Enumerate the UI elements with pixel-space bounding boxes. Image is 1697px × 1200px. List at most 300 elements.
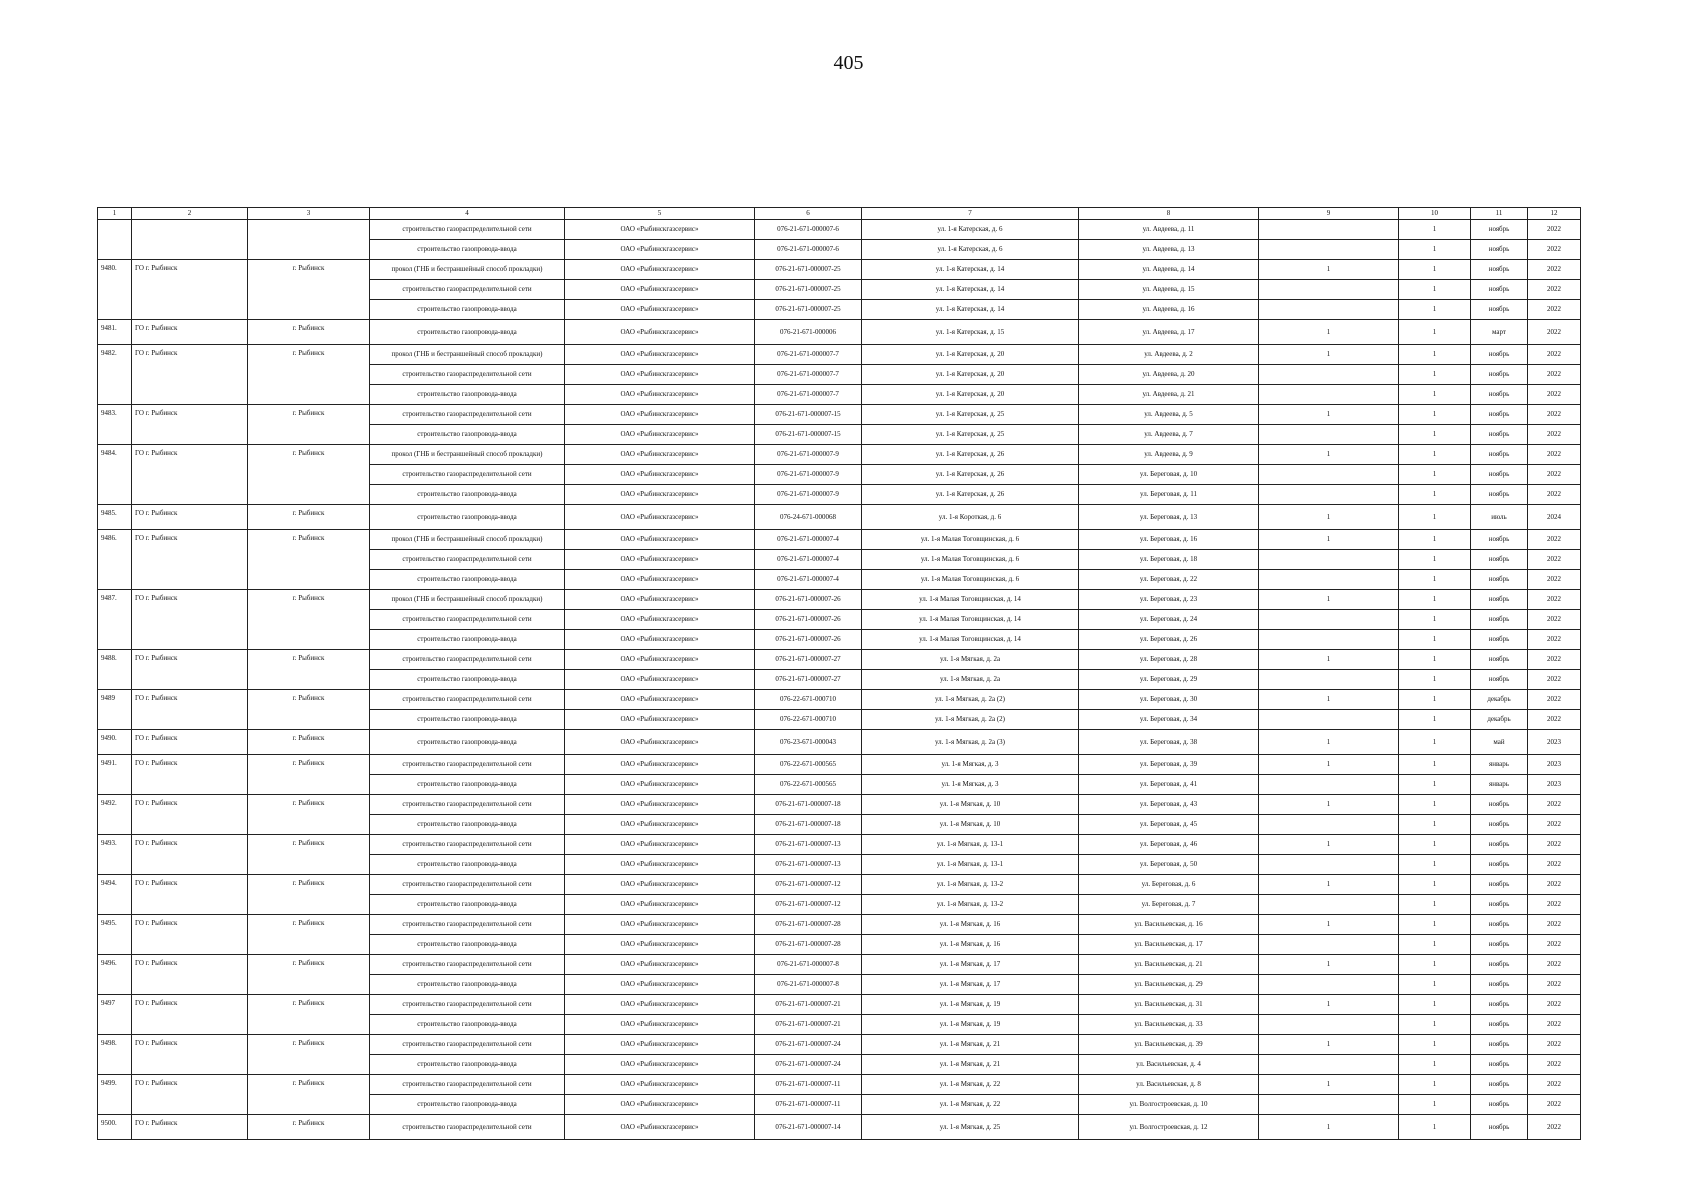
table-row [98,875,1581,895]
row-number-cell: 9483. [98,405,132,445]
object-address-cell: ул. 1-я Катерская, д. 15 [862,320,1079,345]
count-9-cell [1259,1095,1399,1115]
contractor-cell: ОАО «Рыбинскгазсервис» [565,465,755,485]
work-type-cell: строительство газораспределительной сети [370,690,565,710]
month-cell: январь [1471,755,1528,775]
contractor-cell: ОАО «Рыбинскгазсервис» [565,630,755,650]
table-row [98,1035,1581,1055]
count-10-cell: 1 [1399,650,1471,670]
row-number-cell: 9480. [98,260,132,320]
year-cell: 2022 [1528,955,1581,975]
contractor-cell: ОАО «Рыбинскгазсервис» [565,955,755,975]
page-number: 405 [833,52,864,74]
year-cell: 2022 [1528,220,1581,240]
count-9-cell [1259,630,1399,650]
contractor-cell: ОАО «Рыбинскгазсервис» [565,425,755,445]
locality-cell: г. Рыбинск [248,445,370,505]
col-header-2: 2 [132,208,248,220]
table-row [98,995,1581,1015]
year-cell: 2022 [1528,1075,1581,1095]
count-9-cell: 1 [1259,1115,1399,1140]
object-address-cell: ул. 1-я Мягкая, д. 22 [862,1075,1079,1095]
locality-cell: г. Рыбинск [248,1075,370,1115]
object-address-cell: ул. 1-я Мягкая, д. 25 [862,1115,1079,1140]
row-number-cell: 9486. [98,530,132,590]
year-cell: 2022 [1528,485,1581,505]
object-address-cell: ул. 1-я Мягкая, д. 22 [862,1095,1079,1115]
count-10-cell: 1 [1399,915,1471,935]
count-9-cell: 1 [1259,875,1399,895]
municipality-cell: ГО г. Рыбинск [132,795,248,835]
count-9-cell [1259,425,1399,445]
year-cell: 2022 [1528,670,1581,690]
object-address-cell: ул. 1-я Малая Тоговщинская, д. 14 [862,610,1079,630]
count-10-cell: 1 [1399,815,1471,835]
contractor-cell: ОАО «Рыбинскгазсервис» [565,1055,755,1075]
code-cell: 076-21-671-000007-9 [755,465,862,485]
object-address-cell: ул. 1-я Катерская, д. 26 [862,465,1079,485]
work-type-cell: строительство газопровода-ввода [370,240,565,260]
code-cell: 076-21-671-000007-24 [755,1035,862,1055]
contractor-cell: ОАО «Рыбинскгазсервис» [565,875,755,895]
count-9-cell: 1 [1259,530,1399,550]
count-9-cell: 1 [1259,650,1399,670]
month-cell: ноябрь [1471,365,1528,385]
target-address-cell: ул. Васильевская, д. 29 [1079,975,1259,995]
municipality-cell [132,220,248,260]
month-cell: ноябрь [1471,550,1528,570]
year-cell: 2022 [1528,300,1581,320]
year-cell: 2022 [1528,835,1581,855]
year-cell: 2022 [1528,365,1581,385]
work-type-cell: строительство газопровода-ввода [370,710,565,730]
count-10-cell: 1 [1399,775,1471,795]
col-header-1: 1 [98,208,132,220]
row-number-cell: 9497 [98,995,132,1035]
contractor-cell: ОАО «Рыбинскгазсервис» [565,755,755,775]
work-type-cell: строительство газопровода-ввода [370,935,565,955]
work-type-cell: строительство газораспределительной сети [370,955,565,975]
header-row [98,208,1581,220]
count-10-cell: 1 [1399,730,1471,755]
count-9-cell: 1 [1259,915,1399,935]
contractor-cell: ОАО «Рыбинскгазсервис» [565,530,755,550]
count-10-cell: 1 [1399,690,1471,710]
code-cell: 076-22-671-000565 [755,755,862,775]
count-9-cell: 1 [1259,730,1399,755]
contractor-cell: ОАО «Рыбинскгазсервис» [565,570,755,590]
object-address-cell: ул. 1-я Мягкая, д. 2а [862,650,1079,670]
object-address-cell: ул. 1-я Мягкая, д. 17 [862,955,1079,975]
target-address-cell: ул. Береговая, д. 46 [1079,835,1259,855]
count-9-cell [1259,710,1399,730]
code-cell: 076-21-671-000007-4 [755,550,862,570]
count-10-cell: 1 [1399,710,1471,730]
target-address-cell: ул. Береговая, д. 34 [1079,710,1259,730]
row-number-cell: 9490. [98,730,132,755]
object-address-cell: ул. 1-я Малая Тоговщинская, д. 14 [862,630,1079,650]
year-cell: 2023 [1528,730,1581,755]
count-10-cell: 1 [1399,570,1471,590]
row-number-cell: 9499. [98,1075,132,1115]
month-cell: ноябрь [1471,425,1528,445]
row-number-cell: 9493. [98,835,132,875]
count-9-cell [1259,385,1399,405]
contractor-cell: ОАО «Рыбинскгазсервис» [565,300,755,320]
month-cell: ноябрь [1471,815,1528,835]
target-address-cell: ул. Береговая, д. 30 [1079,690,1259,710]
work-type-cell: строительство газопровода-ввода [370,485,565,505]
count-9-cell: 1 [1259,590,1399,610]
object-address-cell: ул. 1-я Катерская, д. 6 [862,220,1079,240]
contractor-cell: ОАО «Рыбинскгазсервис» [565,1015,755,1035]
row-number-cell: 9488. [98,650,132,690]
count-9-cell [1259,895,1399,915]
count-10-cell: 1 [1399,670,1471,690]
col-header-10: 10 [1399,208,1471,220]
municipality-cell: ГО г. Рыбинск [132,730,248,755]
locality-cell [248,220,370,260]
code-cell: 076-21-671-000007-11 [755,1075,862,1095]
count-10-cell: 1 [1399,1015,1471,1035]
year-cell: 2023 [1528,755,1581,775]
object-address-cell: ул. 1-я Малая Тоговщинская, д. 14 [862,590,1079,610]
target-address-cell: ул. Васильевская, д. 8 [1079,1075,1259,1095]
year-cell: 2022 [1528,260,1581,280]
target-address-cell: ул. Береговая, д. 6 [1079,875,1259,895]
code-cell: 076-21-671-000006 [755,320,862,345]
code-cell: 076-21-671-000007-8 [755,975,862,995]
year-cell: 2022 [1528,1055,1581,1075]
month-cell: январь [1471,775,1528,795]
object-address-cell: ул. 1-я Мягкая, д. 21 [862,1035,1079,1055]
month-cell: ноябрь [1471,995,1528,1015]
municipality-cell: ГО г. Рыбинск [132,1115,248,1140]
year-cell: 2022 [1528,385,1581,405]
col-header-12: 12 [1528,208,1581,220]
count-10-cell: 1 [1399,280,1471,300]
row-number-cell: 9487. [98,590,132,650]
count-9-cell: 1 [1259,445,1399,465]
target-address-cell: ул. Береговая, д. 38 [1079,730,1259,755]
code-cell: 076-21-671-000007-27 [755,650,862,670]
work-type-cell: строительство газораспределительной сети [370,1035,565,1055]
work-type-cell: строительство газопровода-ввода [370,320,565,345]
contractor-cell: ОАО «Рыбинскгазсервис» [565,690,755,710]
work-type-cell: строительство газопровода-ввода [370,730,565,755]
code-cell: 076-21-671-000007-25 [755,280,862,300]
col-header-11: 11 [1471,208,1528,220]
locality-cell: г. Рыбинск [248,405,370,445]
contractor-cell: ОАО «Рыбинскгазсервис» [565,485,755,505]
row-number-cell: 9494. [98,875,132,915]
locality-cell: г. Рыбинск [248,505,370,530]
count-9-cell [1259,855,1399,875]
work-type-cell: строительство газораспределительной сети [370,550,565,570]
month-cell: ноябрь [1471,260,1528,280]
code-cell: 076-24-671-000068 [755,505,862,530]
municipality-cell: ГО г. Рыбинск [132,755,248,795]
month-cell: ноябрь [1471,1055,1528,1075]
municipality-cell: ГО г. Рыбинск [132,345,248,405]
object-address-cell: ул. 1-я Мягкая, д. 16 [862,915,1079,935]
target-address-cell: ул. Авдеева, д. 11 [1079,220,1259,240]
table-row [98,505,1581,530]
table-row [98,730,1581,755]
target-address-cell: ул. Авдеева, д. 17 [1079,320,1259,345]
target-address-cell: ул. Береговая, д. 43 [1079,795,1259,815]
object-address-cell: ул. 1-я Катерская, д. 14 [862,260,1079,280]
year-cell: 2022 [1528,1115,1581,1140]
count-9-cell [1259,550,1399,570]
target-address-cell: ул. Береговая, д. 45 [1079,815,1259,835]
month-cell: ноябрь [1471,485,1528,505]
code-cell: 076-21-671-000007-7 [755,345,862,365]
count-10-cell: 1 [1399,220,1471,240]
code-cell: 076-21-671-000007-11 [755,1095,862,1115]
count-10-cell: 1 [1399,755,1471,775]
contractor-cell: ОАО «Рыбинскгазсервис» [565,1115,755,1140]
work-type-cell: строительство газораспределительной сети [370,220,565,240]
year-cell: 2022 [1528,710,1581,730]
municipality-cell: ГО г. Рыбинск [132,1035,248,1075]
year-cell: 2022 [1528,815,1581,835]
locality-cell: г. Рыбинск [248,1115,370,1140]
municipality-cell: ГО г. Рыбинск [132,590,248,650]
code-cell: 076-21-671-000007-4 [755,530,862,550]
month-cell: ноябрь [1471,835,1528,855]
count-10-cell: 1 [1399,1035,1471,1055]
year-cell: 2022 [1528,690,1581,710]
contractor-cell: ОАО «Рыбинскгазсервис» [565,815,755,835]
work-type-cell: строительство газораспределительной сети [370,915,565,935]
col-header-4: 4 [370,208,565,220]
target-address-cell: ул. Береговая, д. 22 [1079,570,1259,590]
contractor-cell: ОАО «Рыбинскгазсервис» [565,320,755,345]
target-address-cell: ул. Береговая, д. 28 [1079,650,1259,670]
month-cell: ноябрь [1471,935,1528,955]
locality-cell: г. Рыбинск [248,730,370,755]
contractor-cell: ОАО «Рыбинскгазсервис» [565,345,755,365]
year-cell: 2022 [1528,895,1581,915]
locality-cell: г. Рыбинск [248,915,370,955]
work-type-cell: прокол (ГНБ и бестраншейный способ прокладки) [370,260,565,280]
year-cell: 2022 [1528,1035,1581,1055]
code-cell: 076-21-671-000007-7 [755,385,862,405]
count-10-cell: 1 [1399,405,1471,425]
count-9-cell: 1 [1259,320,1399,345]
count-10-cell: 1 [1399,445,1471,465]
target-address-cell: ул. Васильевская, д. 16 [1079,915,1259,935]
year-cell: 2022 [1528,630,1581,650]
code-cell: 076-21-671-000007-27 [755,670,862,690]
month-cell: март [1471,320,1528,345]
count-9-cell [1259,1015,1399,1035]
contractor-cell: ОАО «Рыбинскгазсервис» [565,550,755,570]
municipality-cell: ГО г. Рыбинск [132,530,248,590]
month-cell: ноябрь [1471,670,1528,690]
object-address-cell: ул. 1-я Мягкая, д. 2а (3) [862,730,1079,755]
month-cell: ноябрь [1471,1095,1528,1115]
table-row [98,260,1581,280]
locality-cell: г. Рыбинск [248,1035,370,1075]
table-row [98,915,1581,935]
month-cell: декабрь [1471,710,1528,730]
target-address-cell: ул. Береговая, д. 24 [1079,610,1259,630]
code-cell: 076-21-671-000007-12 [755,895,862,915]
count-9-cell: 1 [1259,260,1399,280]
object-address-cell: ул. 1-я Катерская, д. 20 [862,385,1079,405]
municipality-cell: ГО г. Рыбинск [132,835,248,875]
locality-cell: г. Рыбинск [248,835,370,875]
code-cell: 076-21-671-000007-13 [755,835,862,855]
month-cell: ноябрь [1471,650,1528,670]
count-9-cell [1259,300,1399,320]
code-cell: 076-21-671-000007-9 [755,485,862,505]
object-address-cell: ул. 1-я Мягкая, д. 13-2 [862,875,1079,895]
target-address-cell: ул. Береговая, д. 50 [1079,855,1259,875]
col-header-6: 6 [755,208,862,220]
count-10-cell: 1 [1399,365,1471,385]
table-row [98,690,1581,710]
year-cell: 2022 [1528,320,1581,345]
count-9-cell: 1 [1259,995,1399,1015]
contractor-cell: ОАО «Рыбинскгазсервис» [565,995,755,1015]
contractor-cell: ОАО «Рыбинскгазсервис» [565,405,755,425]
count-9-cell [1259,1055,1399,1075]
count-10-cell: 1 [1399,590,1471,610]
target-address-cell: ул. Береговая, д. 16 [1079,530,1259,550]
count-9-cell [1259,670,1399,690]
row-number-cell: 9495. [98,915,132,955]
register-table-container [97,207,1580,1140]
table-row [98,1075,1581,1095]
count-9-cell [1259,935,1399,955]
target-address-cell: ул. Береговая, д. 7 [1079,895,1259,915]
municipality-cell: ГО г. Рыбинск [132,915,248,955]
work-type-cell: строительство газораспределительной сети [370,650,565,670]
object-address-cell: ул. 1-я Мягкая, д. 13-1 [862,855,1079,875]
target-address-cell: ул. Авдеева, д. 9 [1079,445,1259,465]
count-10-cell: 1 [1399,875,1471,895]
target-address-cell: ул. Береговая, д. 18 [1079,550,1259,570]
count-9-cell [1259,365,1399,385]
code-cell: 076-21-671-000007-12 [755,875,862,895]
table-row [98,795,1581,815]
month-cell: ноябрь [1471,1075,1528,1095]
object-address-cell: ул. 1-я Катерская, д. 26 [862,445,1079,465]
object-address-cell: ул. 1-я Малая Тоговщинская, д. 6 [862,570,1079,590]
target-address-cell: ул. Береговая, д. 29 [1079,670,1259,690]
locality-cell: г. Рыбинск [248,955,370,995]
target-address-cell: ул. Васильевская, д. 21 [1079,955,1259,975]
code-cell: 076-21-671-000007-4 [755,570,862,590]
table-row [98,320,1581,345]
object-address-cell: ул. 1-я Катерская, д. 6 [862,240,1079,260]
object-address-cell: ул. 1-я Катерская, д. 14 [862,280,1079,300]
count-9-cell: 1 [1259,345,1399,365]
contractor-cell: ОАО «Рыбинскгазсервис» [565,590,755,610]
municipality-cell: ГО г. Рыбинск [132,505,248,530]
locality-cell: г. Рыбинск [248,755,370,795]
object-address-cell: ул. 1-я Мягкая, д. 13-2 [862,895,1079,915]
code-cell: 076-21-671-000007-15 [755,425,862,445]
object-address-cell: ул. 1-я Малая Тоговщинская, д. 6 [862,550,1079,570]
work-type-cell: строительство газораспределительной сети [370,1115,565,1140]
target-address-cell: ул. Береговая, д. 39 [1079,755,1259,775]
table-row [98,405,1581,425]
count-9-cell [1259,220,1399,240]
work-type-cell: строительство газораспределительной сети [370,795,565,815]
col-header-5: 5 [565,208,755,220]
col-header-9: 9 [1259,208,1399,220]
month-cell: ноябрь [1471,280,1528,300]
work-type-cell: строительство газопровода-ввода [370,855,565,875]
work-type-cell: строительство газопровода-ввода [370,975,565,995]
target-address-cell: ул. Береговая, д. 13 [1079,505,1259,530]
year-cell: 2022 [1528,405,1581,425]
count-9-cell: 1 [1259,955,1399,975]
work-type-cell: строительство газораспределительной сети [370,610,565,630]
work-type-cell: строительство газораспределительной сети [370,280,565,300]
count-9-cell [1259,485,1399,505]
target-address-cell: ул. Авдеева, д. 15 [1079,280,1259,300]
year-cell: 2022 [1528,795,1581,815]
month-cell: ноябрь [1471,530,1528,550]
count-9-cell: 1 [1259,795,1399,815]
row-number-cell: 9481. [98,320,132,345]
month-cell: ноябрь [1471,590,1528,610]
count-10-cell: 1 [1399,345,1471,365]
contractor-cell: ОАО «Рыбинскгазсервис» [565,730,755,755]
work-type-cell: строительство газораспределительной сети [370,1075,565,1095]
locality-cell: г. Рыбинск [248,690,370,730]
month-cell: ноябрь [1471,345,1528,365]
month-cell: ноябрь [1471,240,1528,260]
month-cell: май [1471,730,1528,755]
month-cell: ноябрь [1471,1035,1528,1055]
object-address-cell: ул. 1-я Мягкая, д. 2а (2) [862,690,1079,710]
year-cell: 2022 [1528,550,1581,570]
code-cell: 076-21-671-000007-25 [755,300,862,320]
work-type-cell: строительство газопровода-ввода [370,505,565,530]
code-cell: 076-21-671-000007-24 [755,1055,862,1075]
year-cell: 2024 [1528,505,1581,530]
year-cell: 2022 [1528,1095,1581,1115]
work-type-cell: строительство газопровода-ввода [370,775,565,795]
year-cell: 2022 [1528,855,1581,875]
table-row [98,345,1581,365]
count-9-cell: 1 [1259,835,1399,855]
work-type-cell: строительство газопровода-ввода [370,630,565,650]
contractor-cell: ОАО «Рыбинскгазсервис» [565,915,755,935]
year-cell: 2022 [1528,425,1581,445]
table-row [98,530,1581,550]
count-9-cell [1259,465,1399,485]
object-address-cell: ул. 1-я Катерская, д. 25 [862,405,1079,425]
count-9-cell [1259,280,1399,300]
contractor-cell: ОАО «Рыбинскгазсервис» [565,935,755,955]
municipality-cell: ГО г. Рыбинск [132,1075,248,1115]
work-type-cell: строительство газораспределительной сети [370,465,565,485]
month-cell: ноябрь [1471,1115,1528,1140]
object-address-cell: ул. 1-я Мягкая, д. 21 [862,1055,1079,1075]
code-cell: 076-21-671-000007-26 [755,590,862,610]
code-cell: 076-21-671-000007-21 [755,995,862,1015]
month-cell: ноябрь [1471,795,1528,815]
month-cell: ноябрь [1471,465,1528,485]
row-number-cell: 9484. [98,445,132,505]
